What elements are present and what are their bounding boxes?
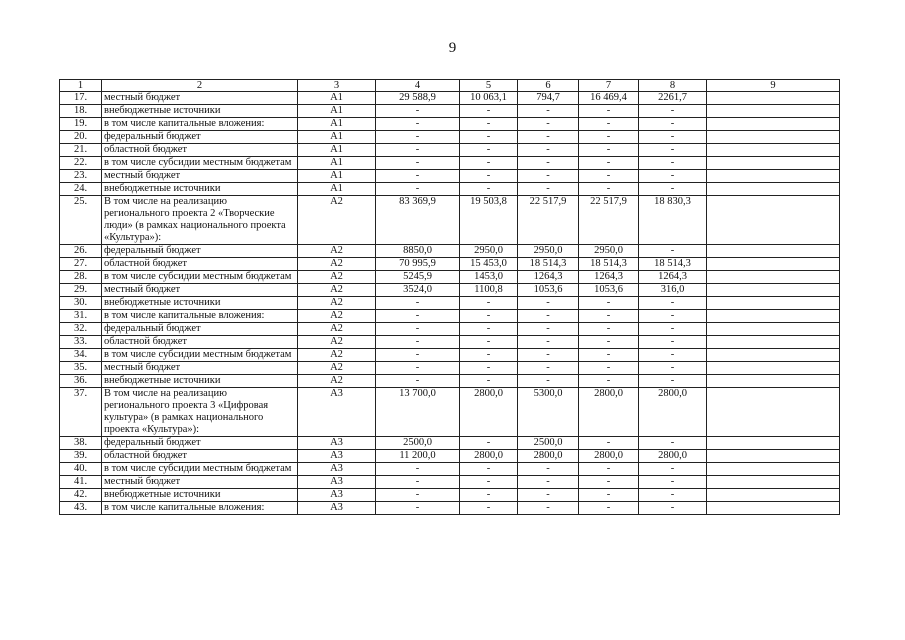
table-row: [60, 157, 840, 170]
value-cell-col9: [707, 336, 840, 349]
value-cell-col6: -: [518, 183, 579, 196]
value-cell-col5: -: [460, 463, 518, 476]
value-cell-col6: 5300,0: [518, 388, 579, 437]
code-cell: А1: [298, 92, 376, 105]
row-number-cell: 19.: [60, 118, 102, 131]
value-cell-col9: [707, 92, 840, 105]
value-cell-col8: 2261,7: [639, 92, 707, 105]
column-header: 4: [376, 80, 460, 92]
value-cell-col7: 1264,3: [579, 271, 639, 284]
value-cell-col6: -: [518, 336, 579, 349]
table-row: [60, 437, 840, 450]
row-number-cell: 22.: [60, 157, 102, 170]
value-cell-col6: -: [518, 170, 579, 183]
code-cell: А3: [298, 476, 376, 489]
value-cell-col6: 22 517,9: [518, 196, 579, 245]
value-cell-col7: -: [579, 375, 639, 388]
row-number-cell: 37.: [60, 388, 102, 437]
code-cell: А1: [298, 131, 376, 144]
value-cell-col4: -: [376, 183, 460, 196]
table-row: [60, 258, 840, 271]
value-cell-col5: -: [460, 144, 518, 157]
value-cell-col4: -: [376, 362, 460, 375]
description-cell: внебюджетные источники: [102, 297, 298, 310]
code-cell: А2: [298, 323, 376, 336]
value-cell-col7: -: [579, 463, 639, 476]
value-cell-col7: -: [579, 118, 639, 131]
code-cell: А3: [298, 489, 376, 502]
description-cell: в том числе субсидии местным бюджетам: [102, 349, 298, 362]
value-cell-col8: -: [639, 157, 707, 170]
row-number-cell: 29.: [60, 284, 102, 297]
value-cell-col8: 18 514,3: [639, 258, 707, 271]
table-row: [60, 284, 840, 297]
description-cell: местный бюджет: [102, 284, 298, 297]
table-row: [60, 388, 840, 437]
column-header: 3: [298, 80, 376, 92]
table-row: [60, 489, 840, 502]
value-cell-col5: 1100,8: [460, 284, 518, 297]
value-cell-col4: 2500,0: [376, 437, 460, 450]
value-cell-col5: 2800,0: [460, 450, 518, 463]
value-cell-col9: [707, 375, 840, 388]
value-cell-col6: 2800,0: [518, 450, 579, 463]
value-cell-col4: 11 200,0: [376, 450, 460, 463]
value-cell-col9: [707, 284, 840, 297]
table-row: [60, 271, 840, 284]
value-cell-col5: -: [460, 375, 518, 388]
value-cell-col9: [707, 144, 840, 157]
code-cell: А2: [298, 271, 376, 284]
value-cell-col8: 18 830,3: [639, 196, 707, 245]
row-number-cell: 31.: [60, 310, 102, 323]
value-cell-col6: -: [518, 323, 579, 336]
code-cell: А1: [298, 144, 376, 157]
value-cell-col6: -: [518, 118, 579, 131]
description-cell: В том числе на реализацию регионального проекта 2 «Творческие люди» (в рамках национального проекта «Культура»):: [102, 196, 298, 245]
code-cell: А2: [298, 284, 376, 297]
value-cell-col5: -: [460, 118, 518, 131]
value-cell-col8: -: [639, 144, 707, 157]
value-cell-col5: -: [460, 157, 518, 170]
description-cell: в том числе субсидии местным бюджетам: [102, 157, 298, 170]
table-row: [60, 105, 840, 118]
row-number-cell: 20.: [60, 131, 102, 144]
description-cell: федеральный бюджет: [102, 131, 298, 144]
value-cell-col9: [707, 196, 840, 245]
code-cell: А2: [298, 349, 376, 362]
value-cell-col6: -: [518, 489, 579, 502]
value-cell-col7: -: [579, 336, 639, 349]
value-cell-col5: -: [460, 131, 518, 144]
table-row: [60, 245, 840, 258]
value-cell-col7: -: [579, 105, 639, 118]
column-header: 1: [60, 80, 102, 92]
value-cell-col6: 18 514,3: [518, 258, 579, 271]
value-cell-col7: -: [579, 362, 639, 375]
row-number-cell: 35.: [60, 362, 102, 375]
code-cell: А1: [298, 105, 376, 118]
value-cell-col6: -: [518, 157, 579, 170]
value-cell-col8: -: [639, 349, 707, 362]
value-cell-col5: -: [460, 323, 518, 336]
value-cell-col8: -: [639, 310, 707, 323]
description-cell: внебюджетные источники: [102, 105, 298, 118]
value-cell-col9: [707, 105, 840, 118]
value-cell-col9: [707, 349, 840, 362]
value-cell-col6: -: [518, 131, 579, 144]
description-cell: в том числе капитальные вложения:: [102, 118, 298, 131]
value-cell-col5: -: [460, 502, 518, 515]
value-cell-col6: 2950,0: [518, 245, 579, 258]
value-cell-col7: 18 514,3: [579, 258, 639, 271]
code-cell: А3: [298, 502, 376, 515]
code-cell: А3: [298, 450, 376, 463]
value-cell-col8: 316,0: [639, 284, 707, 297]
column-header: 9: [707, 80, 840, 92]
code-cell: А2: [298, 245, 376, 258]
value-cell-col4: 5245,9: [376, 271, 460, 284]
value-cell-col6: -: [518, 463, 579, 476]
description-cell: областной бюджет: [102, 450, 298, 463]
value-cell-col5: -: [460, 349, 518, 362]
row-number-cell: 36.: [60, 375, 102, 388]
value-cell-col9: [707, 183, 840, 196]
code-cell: А3: [298, 463, 376, 476]
value-cell-col9: [707, 388, 840, 437]
row-number-cell: 23.: [60, 170, 102, 183]
value-cell-col6: 1264,3: [518, 271, 579, 284]
value-cell-col9: [707, 310, 840, 323]
value-cell-col4: -: [376, 297, 460, 310]
table-row: [60, 170, 840, 183]
table-row: [60, 336, 840, 349]
value-cell-col8: -: [639, 183, 707, 196]
column-header: 5: [460, 80, 518, 92]
value-cell-col7: -: [579, 349, 639, 362]
value-cell-col8: -: [639, 437, 707, 450]
value-cell-col8: -: [639, 323, 707, 336]
value-cell-col7: -: [579, 489, 639, 502]
value-cell-col8: 2800,0: [639, 388, 707, 437]
header-row: [60, 80, 840, 92]
description-cell: областной бюджет: [102, 258, 298, 271]
value-cell-col4: 3524,0: [376, 284, 460, 297]
code-cell: А2: [298, 362, 376, 375]
value-cell-col7: 2800,0: [579, 388, 639, 437]
code-cell: А2: [298, 310, 376, 323]
value-cell-col5: -: [460, 437, 518, 450]
value-cell-col8: -: [639, 105, 707, 118]
value-cell-col6: 794,7: [518, 92, 579, 105]
table-row: [60, 183, 840, 196]
value-cell-col4: -: [376, 170, 460, 183]
description-cell: местный бюджет: [102, 362, 298, 375]
value-cell-col8: -: [639, 170, 707, 183]
value-cell-col4: -: [376, 375, 460, 388]
description-cell: В том числе на реализацию регионального проекта 3 «Цифровая культура» (в рамках национального проекта «Культура»):: [102, 388, 298, 437]
value-cell-col7: -: [579, 437, 639, 450]
value-cell-col9: [707, 157, 840, 170]
row-number-cell: 39.: [60, 450, 102, 463]
value-cell-col4: 83 369,9: [376, 196, 460, 245]
code-cell: А2: [298, 375, 376, 388]
row-number-cell: 32.: [60, 323, 102, 336]
value-cell-col9: [707, 170, 840, 183]
value-cell-col7: -: [579, 502, 639, 515]
value-cell-col9: [707, 323, 840, 336]
value-cell-col7: 22 517,9: [579, 196, 639, 245]
value-cell-col7: -: [579, 157, 639, 170]
value-cell-col5: -: [460, 105, 518, 118]
row-number-cell: 27.: [60, 258, 102, 271]
value-cell-col6: -: [518, 502, 579, 515]
value-cell-col4: -: [376, 144, 460, 157]
table-row: [60, 463, 840, 476]
value-cell-col4: -: [376, 323, 460, 336]
column-header: 7: [579, 80, 639, 92]
table-row: [60, 362, 840, 375]
value-cell-col4: 8850,0: [376, 245, 460, 258]
row-number-cell: 24.: [60, 183, 102, 196]
value-cell-col7: -: [579, 131, 639, 144]
value-cell-col5: -: [460, 336, 518, 349]
table-row: [60, 375, 840, 388]
description-cell: местный бюджет: [102, 92, 298, 105]
value-cell-col4: -: [376, 489, 460, 502]
row-number-cell: 33.: [60, 336, 102, 349]
value-cell-col4: -: [376, 463, 460, 476]
value-cell-col7: -: [579, 297, 639, 310]
value-cell-col9: [707, 258, 840, 271]
description-cell: в том числе капитальные вложения:: [102, 310, 298, 323]
value-cell-col7: -: [579, 183, 639, 196]
value-cell-col4: -: [376, 502, 460, 515]
value-cell-col7: -: [579, 476, 639, 489]
value-cell-col5: 2800,0: [460, 388, 518, 437]
code-cell: А2: [298, 297, 376, 310]
value-cell-col6: -: [518, 476, 579, 489]
table-row: [60, 297, 840, 310]
value-cell-col4: 29 588,9: [376, 92, 460, 105]
code-cell: А1: [298, 118, 376, 131]
value-cell-col9: [707, 271, 840, 284]
column-header: 6: [518, 80, 579, 92]
code-cell: А1: [298, 183, 376, 196]
description-cell: в том числе субсидии местным бюджетам: [102, 271, 298, 284]
description-cell: областной бюджет: [102, 144, 298, 157]
table-row: [60, 92, 840, 105]
row-number-cell: 34.: [60, 349, 102, 362]
code-cell: А3: [298, 388, 376, 437]
value-cell-col7: -: [579, 170, 639, 183]
row-number-cell: 40.: [60, 463, 102, 476]
value-cell-col9: [707, 131, 840, 144]
table-row: [60, 196, 840, 245]
row-number-cell: 41.: [60, 476, 102, 489]
page-number: 9: [448, 40, 457, 56]
value-cell-col5: 2950,0: [460, 245, 518, 258]
value-cell-col7: -: [579, 323, 639, 336]
value-cell-col5: 19 503,8: [460, 196, 518, 245]
column-header: 8: [639, 80, 707, 92]
value-cell-col6: -: [518, 349, 579, 362]
row-number-cell: 26.: [60, 245, 102, 258]
value-cell-col4: -: [376, 118, 460, 131]
value-cell-col7: 1053,6: [579, 284, 639, 297]
value-cell-col5: 15 453,0: [460, 258, 518, 271]
code-cell: А1: [298, 170, 376, 183]
value-cell-col8: -: [639, 131, 707, 144]
table-row: [60, 349, 840, 362]
value-cell-col7: -: [579, 310, 639, 323]
value-cell-col9: [707, 437, 840, 450]
row-number-cell: 25.: [60, 196, 102, 245]
value-cell-col4: -: [376, 336, 460, 349]
description-cell: внебюджетные источники: [102, 183, 298, 196]
value-cell-col4: -: [376, 476, 460, 489]
value-cell-col4: -: [376, 310, 460, 323]
code-cell: А2: [298, 336, 376, 349]
value-cell-col9: [707, 463, 840, 476]
description-cell: федеральный бюджет: [102, 245, 298, 258]
value-cell-col6: -: [518, 375, 579, 388]
value-cell-col9: [707, 476, 840, 489]
value-cell-col7: 2950,0: [579, 245, 639, 258]
value-cell-col4: -: [376, 105, 460, 118]
value-cell-col4: 70 995,9: [376, 258, 460, 271]
description-cell: внебюджетные источники: [102, 489, 298, 502]
table-row: [60, 323, 840, 336]
value-cell-col8: -: [639, 489, 707, 502]
value-cell-col8: -: [639, 118, 707, 131]
value-cell-col9: [707, 489, 840, 502]
value-cell-col8: -: [639, 362, 707, 375]
value-cell-col6: 2500,0: [518, 437, 579, 450]
code-cell: А1: [298, 157, 376, 170]
description-cell: областной бюджет: [102, 336, 298, 349]
value-cell-col5: -: [460, 297, 518, 310]
column-header: 2: [102, 80, 298, 92]
table-row: [60, 476, 840, 489]
description-cell: федеральный бюджет: [102, 437, 298, 450]
value-cell-col8: -: [639, 463, 707, 476]
value-cell-col5: -: [460, 170, 518, 183]
value-cell-col5: 1453,0: [460, 271, 518, 284]
description-cell: в том числе капитальные вложения:: [102, 502, 298, 515]
table-row: [60, 450, 840, 463]
value-cell-col8: -: [639, 375, 707, 388]
value-cell-col7: 2800,0: [579, 450, 639, 463]
value-cell-col8: 2800,0: [639, 450, 707, 463]
value-cell-col6: -: [518, 310, 579, 323]
code-cell: А2: [298, 196, 376, 245]
value-cell-col5: 10 063,1: [460, 92, 518, 105]
row-number-cell: 17.: [60, 92, 102, 105]
budget-table: [59, 79, 840, 515]
description-cell: федеральный бюджет: [102, 323, 298, 336]
code-cell: А3: [298, 437, 376, 450]
value-cell-col9: [707, 362, 840, 375]
value-cell-col5: -: [460, 362, 518, 375]
value-cell-col4: 13 700,0: [376, 388, 460, 437]
description-cell: внебюджетные источники: [102, 375, 298, 388]
description-cell: местный бюджет: [102, 170, 298, 183]
description-cell: в том числе субсидии местным бюджетам: [102, 463, 298, 476]
value-cell-col4: -: [376, 131, 460, 144]
value-cell-col8: 1264,3: [639, 271, 707, 284]
value-cell-col4: -: [376, 157, 460, 170]
value-cell-col9: [707, 502, 840, 515]
code-cell: А2: [298, 258, 376, 271]
value-cell-col5: -: [460, 476, 518, 489]
value-cell-col6: -: [518, 144, 579, 157]
table-row: [60, 131, 840, 144]
table-row: [60, 118, 840, 131]
row-number-cell: 43.: [60, 502, 102, 515]
value-cell-col9: [707, 450, 840, 463]
description-cell: местный бюджет: [102, 476, 298, 489]
value-cell-col4: -: [376, 349, 460, 362]
table-row: [60, 310, 840, 323]
table-row: [60, 144, 840, 157]
row-number-cell: 42.: [60, 489, 102, 502]
table-body: [60, 92, 840, 515]
value-cell-col5: -: [460, 489, 518, 502]
value-cell-col6: 1053,6: [518, 284, 579, 297]
value-cell-col6: -: [518, 362, 579, 375]
row-number-cell: 28.: [60, 271, 102, 284]
row-number-cell: 38.: [60, 437, 102, 450]
value-cell-col8: -: [639, 502, 707, 515]
value-cell-col8: -: [639, 297, 707, 310]
value-cell-col8: -: [639, 336, 707, 349]
value-cell-col9: [707, 297, 840, 310]
value-cell-col5: -: [460, 183, 518, 196]
row-number-cell: 30.: [60, 297, 102, 310]
value-cell-col7: 16 469,4: [579, 92, 639, 105]
value-cell-col8: -: [639, 476, 707, 489]
value-cell-col9: [707, 118, 840, 131]
row-number-cell: 18.: [60, 105, 102, 118]
value-cell-col6: -: [518, 297, 579, 310]
value-cell-col7: -: [579, 144, 639, 157]
value-cell-col8: -: [639, 245, 707, 258]
value-cell-col5: -: [460, 310, 518, 323]
value-cell-col6: -: [518, 105, 579, 118]
row-number-cell: 21.: [60, 144, 102, 157]
table-row: [60, 502, 840, 515]
value-cell-col9: [707, 245, 840, 258]
